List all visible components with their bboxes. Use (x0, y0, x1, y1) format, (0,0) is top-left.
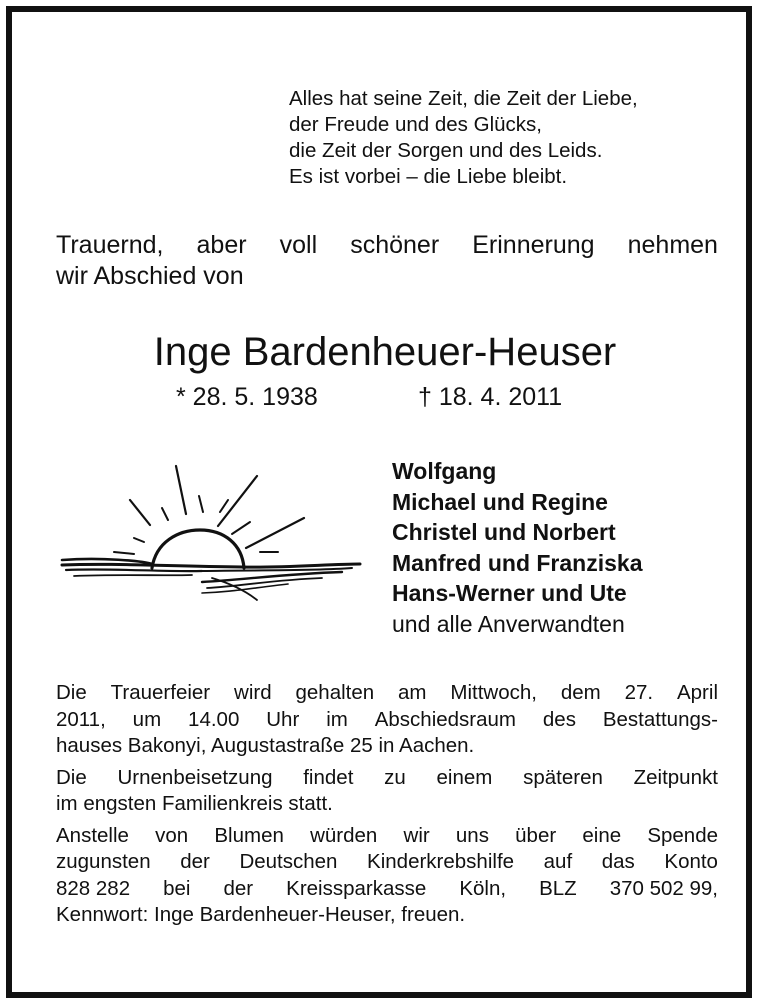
poem-line: Es ist vorbei – die Liebe bleibt. (289, 165, 568, 188)
intro-word: voll (279, 231, 318, 259)
word: Kinderkrebshilfe (367, 850, 515, 873)
text-line (56, 849, 718, 876)
mourner-name: Hans-Werner und Ute (392, 580, 627, 606)
word: dem (560, 681, 601, 704)
poem-line: die Zeit der Sorgen und des Leids. (289, 139, 603, 162)
poem-line: Alles hat seine Zeit, die Zeit der Liebe, (289, 87, 638, 110)
word: wir (403, 823, 430, 847)
word: Urnenbeisetzung (117, 765, 273, 789)
word: Deutschen (239, 850, 338, 873)
word: Zeitpunkt (633, 765, 718, 789)
urn-burial-paragraph (56, 765, 718, 818)
funeral-info (56, 680, 718, 929)
text-line (56, 876, 718, 903)
word: findet (303, 765, 354, 789)
text-line: Kennwort: Inge Bardenheuer-Heuser, freuen. (56, 903, 466, 926)
text-line: im engsten Familienkreis statt. (56, 792, 333, 815)
obituary-notice (6, 6, 752, 998)
text-line: hauses Bakonyi, Augustastraße 25 in Aachen. (56, 734, 475, 757)
intro-line-2: wir Abschied von (56, 262, 244, 290)
word: einem (436, 765, 493, 789)
word: Mittwoch, (450, 681, 537, 704)
bank-code: 370 502 99, (609, 876, 718, 900)
intro-word: nehmen (627, 231, 718, 259)
word: Abschiedsraum (374, 707, 517, 731)
word: des (542, 707, 576, 731)
word: zu (384, 765, 406, 789)
word: wird (234, 681, 272, 704)
word: Blumen (214, 823, 284, 847)
word: späteren (523, 765, 603, 789)
text-line (56, 823, 718, 850)
word: BLZ (539, 876, 577, 900)
deceased-name: Inge Bardenheuer-Heuser (153, 330, 617, 374)
word: im (326, 707, 348, 731)
intro-word: schöner (350, 231, 440, 259)
intro-word: Trauernd, (56, 231, 164, 259)
word: der (223, 876, 254, 900)
word: Anstelle (56, 823, 129, 847)
mourner-name: Christel und Norbert (392, 519, 616, 545)
word: Kreissparkasse (286, 876, 427, 900)
word: der (180, 850, 210, 873)
word: 14.00 (188, 707, 240, 731)
word: 2011, (56, 707, 106, 731)
word: Die (56, 765, 87, 789)
word: eine (582, 823, 622, 847)
mourners-list (392, 456, 642, 639)
word: auf (543, 850, 573, 873)
account-number: 828 282 (56, 876, 131, 900)
sunset-over-sea-icon (52, 460, 364, 604)
intro-text (56, 230, 718, 292)
word: Köln, (459, 876, 507, 900)
intro-line-1 (56, 230, 718, 261)
word: das (601, 850, 635, 873)
word: Bestattungs- (602, 707, 718, 731)
word: über (515, 823, 557, 847)
poem (289, 86, 729, 190)
word: gehalten (295, 681, 375, 704)
word: zugunsten (56, 850, 151, 873)
other-relatives: und alle Anverwandten (392, 610, 625, 637)
word: von (155, 823, 189, 847)
word: am (398, 681, 427, 704)
word: würden (310, 823, 378, 847)
word: bei (163, 876, 191, 900)
word: uns (455, 823, 489, 847)
birth-date: * 28. 5. 1938 (176, 383, 318, 411)
text-line (56, 680, 718, 707)
word: Konto (664, 850, 718, 873)
text-line (56, 707, 718, 734)
word: Uhr (266, 707, 300, 731)
word: 27. (624, 681, 654, 704)
text-line (56, 765, 718, 792)
word: Trauerfeier (110, 681, 211, 704)
word: Die (56, 681, 87, 704)
death-date: † 18. 4. 2011 (418, 383, 563, 411)
mourner-name: Wolfgang (392, 458, 497, 484)
funeral-service-paragraph (56, 680, 718, 760)
mourner-name: Manfred und Franziska (392, 549, 643, 576)
intro-word: aber (196, 231, 247, 259)
word: April (676, 681, 718, 704)
mourner-name: Michael und Regine (392, 488, 608, 515)
word: Spende (647, 823, 718, 847)
poem-line: der Freude und des Glücks, (289, 113, 542, 136)
donation-paragraph (56, 823, 718, 929)
word: um (132, 707, 162, 731)
intro-word: Erinnerung (472, 231, 595, 259)
